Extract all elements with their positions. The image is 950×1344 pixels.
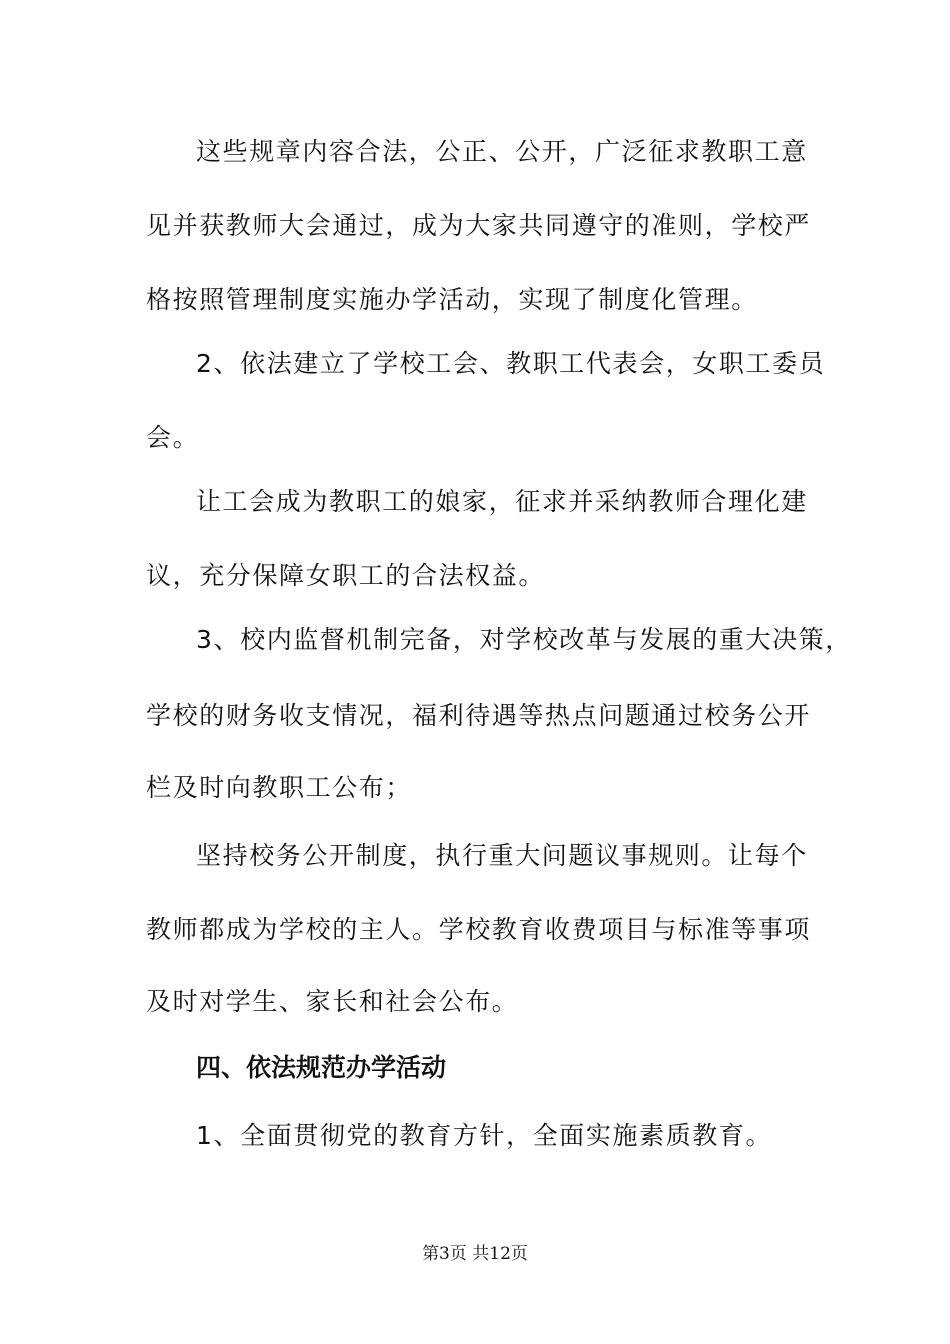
- paragraph-line: 格按照管理制度实施办学活动，实现了制度化管理。: [146, 285, 758, 314]
- paragraph-line: 这些规章内容合法，公正、公开，广泛征求教职工意: [196, 137, 808, 166]
- paragraph-line: 1、全面贯彻党的教育方针，全面实施素质教育。: [196, 1121, 773, 1150]
- section-heading: 四、依法规范办学活动: [196, 1053, 447, 1082]
- paragraph-line: 2、依法建立了学校工会、教职工代表会，女职工委员: [196, 349, 826, 378]
- paragraph-line: 坚持校务公开制度，执行重大问题议事规则。让每个: [196, 841, 808, 870]
- paragraph-line: 3、校内监督机制完备，对学校改革与发展的重大决策，: [196, 625, 852, 654]
- page-number-footer: 第3页 共12页: [422, 1244, 528, 1264]
- paragraph-line: 学校的财务收支情况，福利待遇等热点问题通过校务公开: [146, 701, 812, 730]
- paragraph-line: 栏及时向教职工公布；: [146, 773, 413, 802]
- paragraph-line: 见并获教师大会通过，成为大家共同遵守的准则，学校严: [146, 211, 812, 240]
- paragraph-line: 会。: [146, 423, 200, 452]
- paragraph-line: 议，充分保障女职工的合法权益。: [146, 561, 546, 590]
- paragraph-line: 教师都成为学校的主人。学校教育收费项目与标准等事项: [146, 915, 812, 944]
- paragraph-line: 及时对学生、家长和社会公布。: [146, 987, 519, 1016]
- paragraph-line: 让工会成为教职工的娘家，征求并采纳教师合理化建: [196, 487, 808, 516]
